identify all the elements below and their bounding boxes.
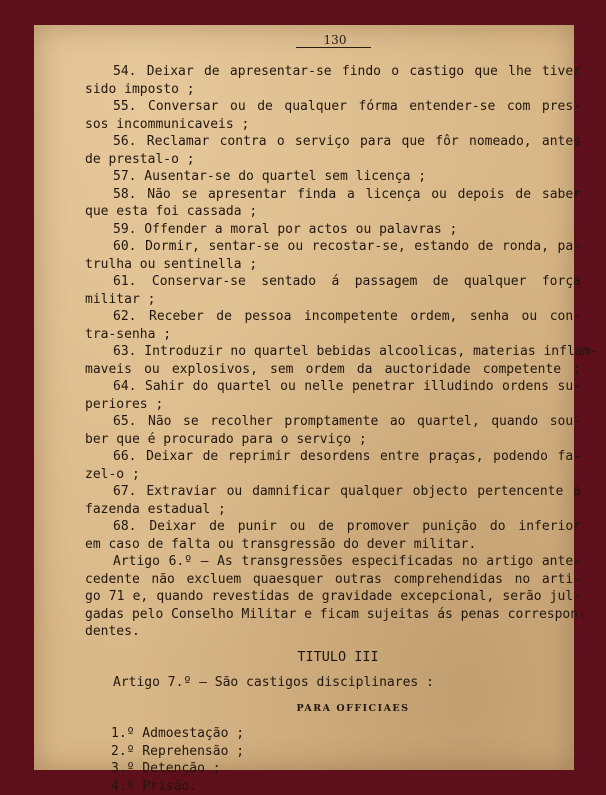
item-54-line-2: sido imposto ;: [85, 81, 581, 99]
page-number-rule: [296, 47, 371, 48]
artigo-7: Artigo 7.º — São castigos disciplinares :: [85, 674, 581, 692]
spacer: [85, 666, 581, 674]
item-67-line-2: fazenda estadual ;: [85, 501, 581, 519]
artigo-6-line-3: go 71 e, quando revestidas de gravidade excepcional, serão jul-: [85, 588, 581, 606]
item-65-line-2: ber que é procurado para o serviço ;: [85, 431, 581, 449]
item-58-line-2: que esta foi cassada ;: [85, 203, 581, 221]
artigo-6-line-4: gadas pelo Conselho Militar e ficam sujeitas ás penas correspon-: [85, 606, 581, 624]
punishment-item: 2.º Reprehensão ;: [111, 743, 581, 761]
punishment-item: 1.º Admoestação ;: [111, 725, 581, 743]
punishment-list: [85, 725, 581, 795]
spacer: [85, 641, 581, 649]
page-number: 130: [310, 33, 360, 47]
section-title: TITULO III: [85, 649, 581, 667]
item-61-line-2: militar ;: [85, 291, 581, 309]
item-64-line-2: periores ;: [85, 396, 581, 414]
item-57-line-1: 57. Ausentar-se do quartel sem licença ;: [85, 168, 581, 186]
subheading-officiaes: PARA OFFICIAES: [85, 700, 581, 718]
item-63-line-1: 63. Introduzir no quartel bebidas alcoolicas, materias inflam-: [85, 343, 581, 361]
item-68-line-2: em caso de falta ou transgressão do dever militar.: [85, 536, 581, 554]
artigo-6-line-2: cedente não excluem quaesquer outras comprehendidas no arti-: [85, 571, 581, 589]
item-56-line-2: de prestal-o ;: [85, 151, 581, 169]
item-62-line-2: tra-senha ;: [85, 326, 581, 344]
item-66-line-1: 66. Deixar de reprimir desordens entre praças, podendo fa-: [85, 448, 581, 466]
item-56-line-1: 56. Reclamar contra o serviço para que fôr nomeado, antes: [85, 133, 581, 151]
item-60-line-2: trulha ou sentinella ;: [85, 256, 581, 274]
artigo-6-line-1: Artigo 6.º — As transgressões especificadas no artigo ante-: [85, 553, 581, 571]
item-54-line-1: 54. Deixar de apresentar-se findo o castigo que lhe tiver: [85, 63, 581, 81]
item-63-line-2: maveis ou explosivos, sem ordem da auctoridade competente ;: [85, 361, 581, 379]
page-text: [85, 63, 581, 795]
item-61-line-1: 61. Conservar-se sentado á passagem de qualquer força: [85, 273, 581, 291]
book-page: [34, 25, 574, 770]
item-58-line-1: 58. Não se apresentar finda a licença ou depois de saber: [85, 186, 581, 204]
punishment-item: 4.º Prisão.: [111, 778, 581, 795]
artigo-6-line-5: dentes.: [85, 623, 581, 641]
punishment-item: 3.º Detenção ;: [111, 760, 581, 778]
item-64-line-1: 64. Sahir do quartel ou nelle penetrar illudindo ordens su-: [85, 378, 581, 396]
spacer: [85, 717, 581, 725]
item-65-line-1: 65. Não se recolher promptamente ao quartel, quando sou-: [85, 413, 581, 431]
item-67-line-1: 67. Extraviar ou damnificar qualquer objecto pertencente á: [85, 483, 581, 501]
item-68-line-1: 68. Deixar de punir ou de promover punição do inferior: [85, 518, 581, 536]
item-55-line-2: sos incommunicaveis ;: [85, 116, 581, 134]
item-62-line-1: 62. Receber de pessoa incompetente ordem, senha ou con-: [85, 308, 581, 326]
item-60-line-1: 60. Dormir, sentar-se ou recostar-se, estando de ronda, pa-: [85, 238, 581, 256]
item-66-line-2: zel-o ;: [85, 466, 581, 484]
spacer: [85, 692, 581, 700]
item-55-line-1: 55. Conversar ou de qualquer fórma entender-se com pres-: [85, 98, 581, 116]
item-59-line-1: 59. Offender a moral por actos ou palavras ;: [85, 221, 581, 239]
